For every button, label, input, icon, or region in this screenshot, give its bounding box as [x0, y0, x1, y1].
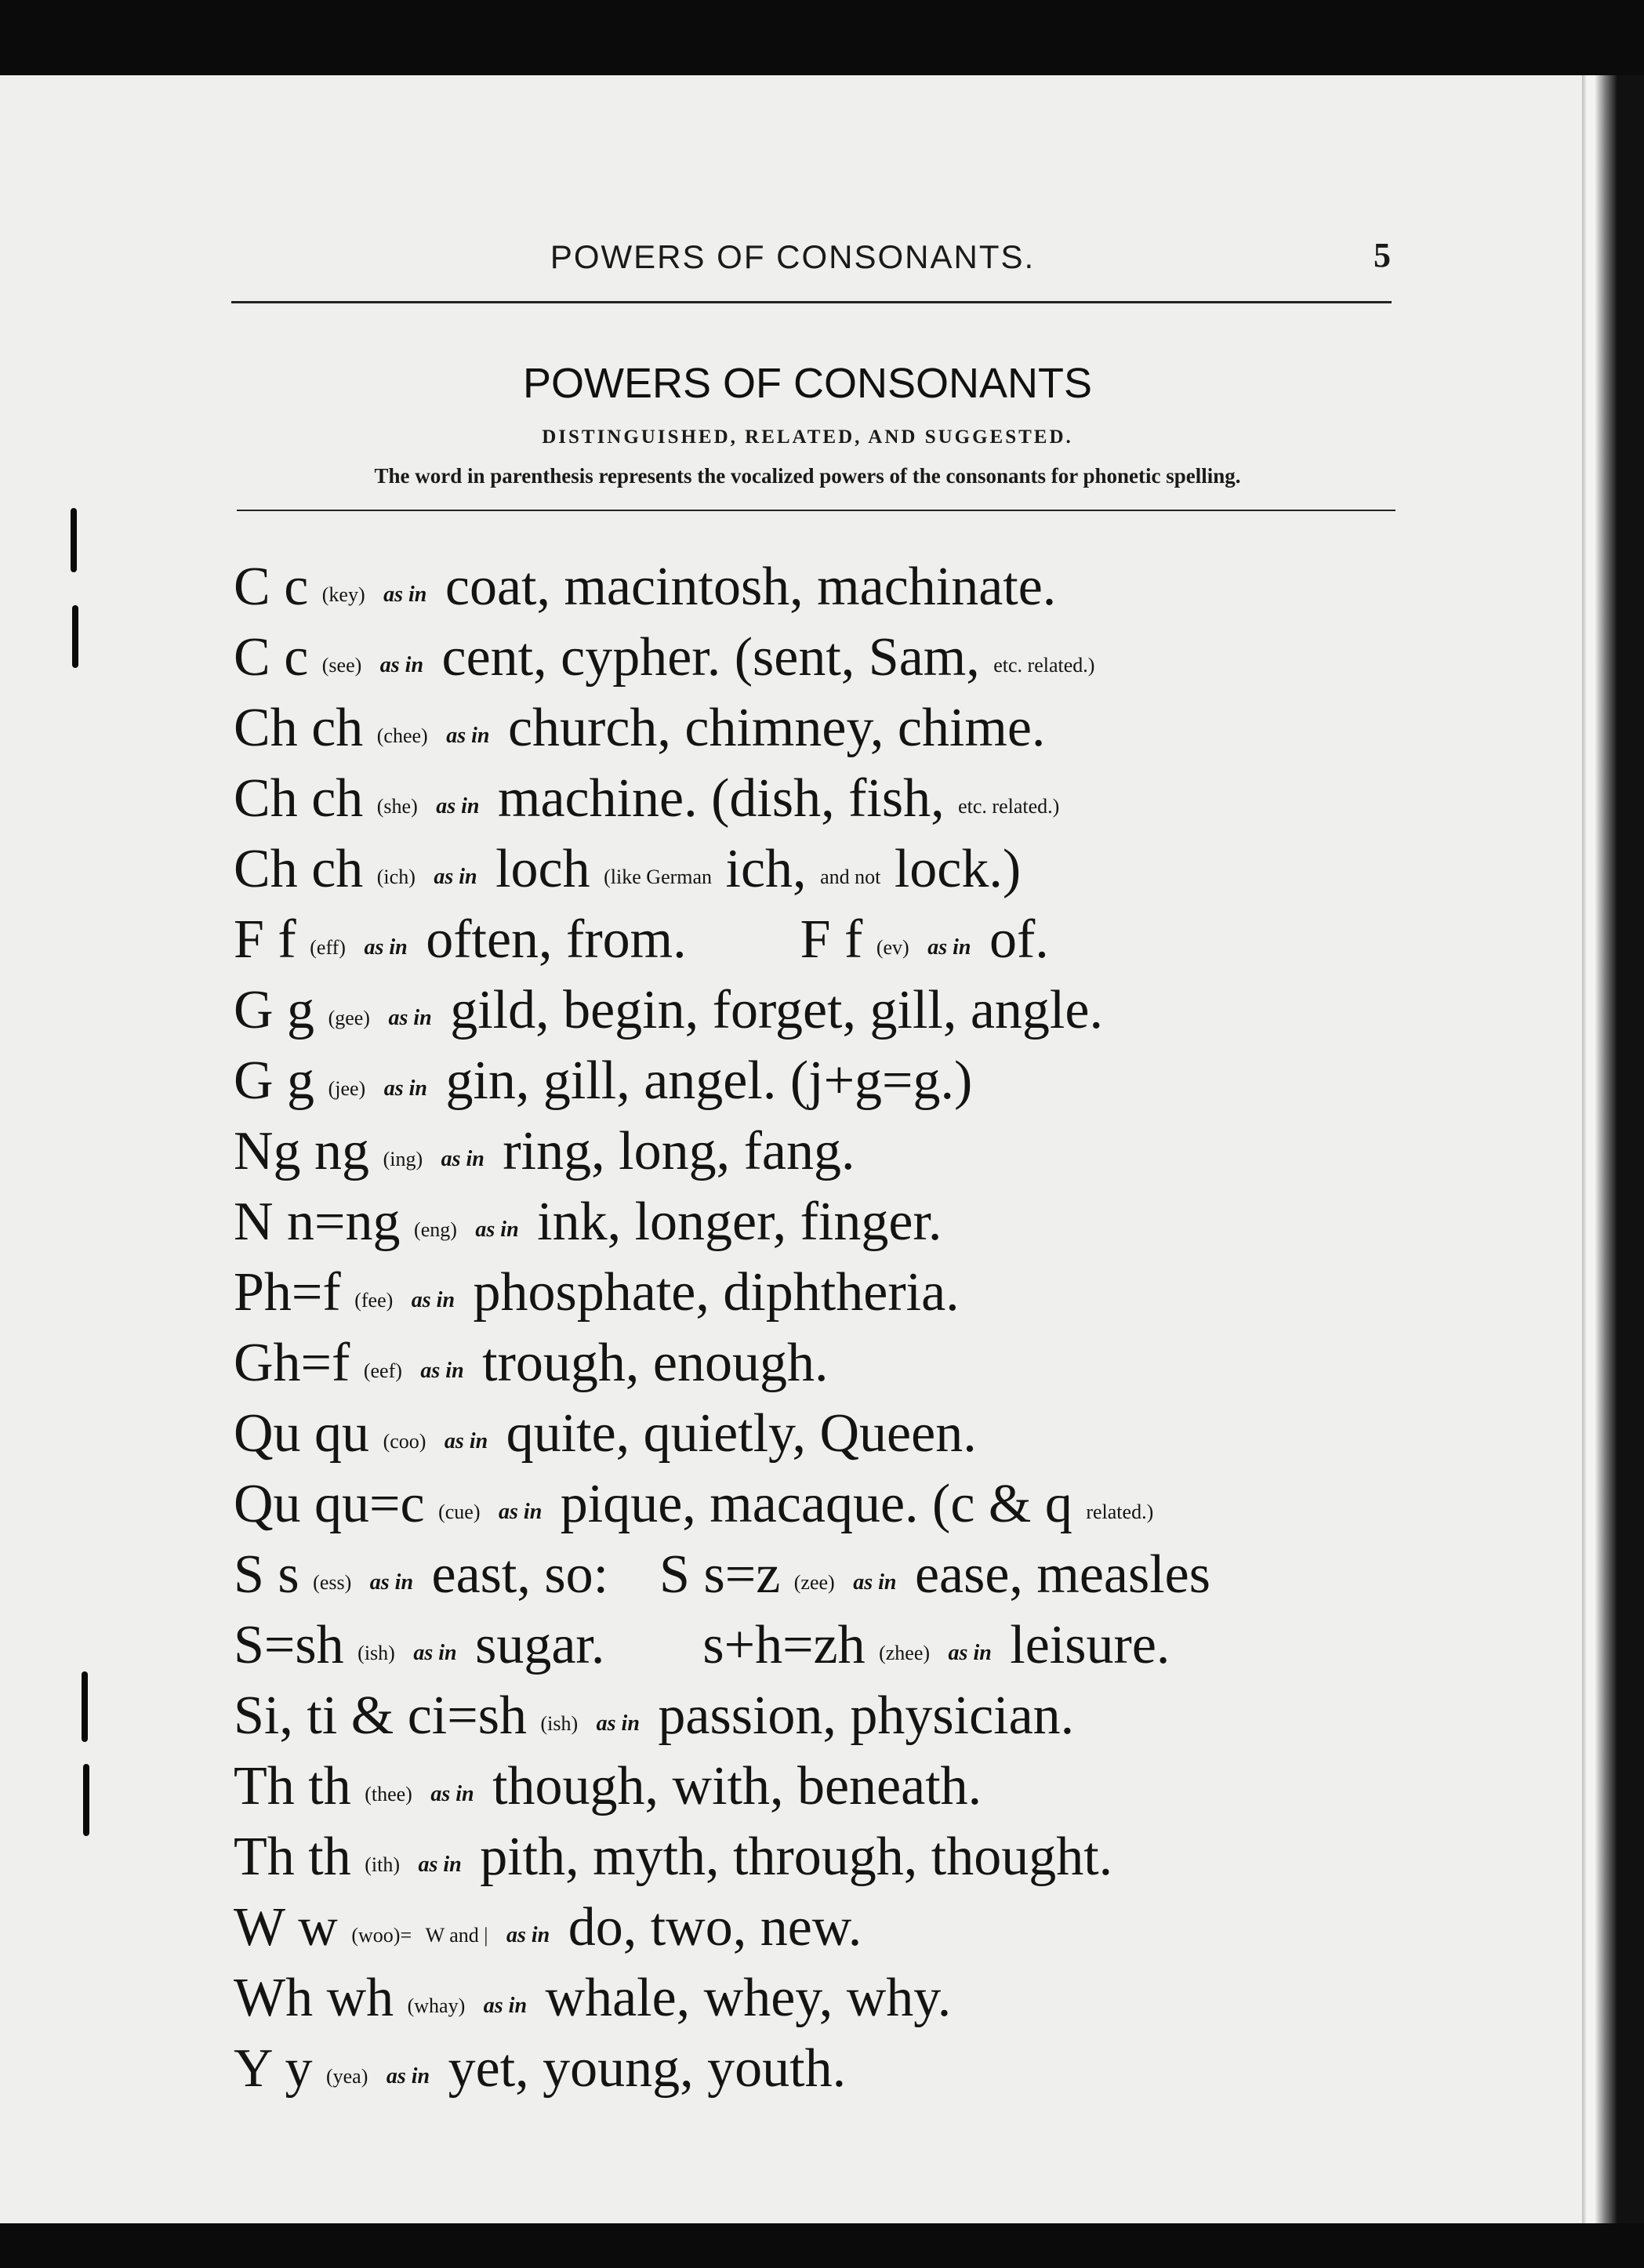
consonant-row [234, 975, 1103, 1046]
example-words: coat, macintosh, machinate. [445, 557, 1057, 617]
consonant-letters: W w [234, 1897, 338, 1958]
consonant-row [234, 1399, 977, 1469]
consonant-letters: S s [234, 1544, 299, 1605]
as-in-label: as in [413, 1641, 457, 1665]
consonant-row [234, 1540, 1210, 1610]
as-in-label: as in [364, 935, 408, 960]
related-note: etc. related.) [958, 795, 1060, 818]
consonant-letters: Th th [234, 1756, 351, 1816]
running-head: POWERS OF CONSONANTS. [550, 238, 1036, 275]
as-in-label: as in [853, 1570, 897, 1595]
consonant-row [234, 1469, 1153, 1540]
example-words: quite, quietly, Queen. [506, 1403, 977, 1464]
sound-word: (zhee) [879, 1642, 931, 1664]
consonant-letters: Wh wh [234, 1968, 394, 2028]
example-words: lock.) [894, 839, 1022, 899]
consonant-letters: C c [234, 627, 309, 688]
consonant-row [234, 834, 1021, 905]
sound-word: (ev) [876, 936, 909, 959]
sound-word: (she) [376, 795, 418, 818]
example-words: cent, cypher. (sent, Sam, [441, 627, 980, 688]
example-words: often, from. [426, 909, 687, 970]
consonant-letters: Ch ch [234, 768, 364, 829]
as-in-label: as in [506, 1923, 550, 1947]
sound-word: (ish) [540, 1712, 579, 1735]
consonant-row [234, 552, 1056, 622]
sound-word: (ing) [383, 1148, 423, 1170]
as-in-label: as in [475, 1217, 519, 1242]
consonant-row [234, 693, 1045, 764]
sound-word: (zee) [793, 1571, 835, 1594]
sound-word: (eng) [414, 1218, 457, 1241]
consonant-letters: Qu qu [234, 1403, 370, 1464]
sound-word: (ess) [313, 1571, 352, 1594]
example-words: of. [989, 909, 1049, 970]
as-in-label: as in [379, 653, 424, 677]
sound-word: (yea) [325, 2065, 368, 2088]
consonant-row [234, 2034, 846, 2104]
example-words: trough, enough. [482, 1333, 829, 1393]
as-in-label: as in [444, 1429, 488, 1453]
sound-word: (ith) [365, 1853, 400, 1876]
consonant-letters: G g [234, 1051, 315, 1111]
sound-word: (cue) [438, 1501, 481, 1523]
explanatory-note: The word in parenthesis represents the vocalized powers of the consonants for phonetic spelling. [374, 464, 1241, 488]
sound-word: (see) [321, 654, 362, 677]
example-words: though, with, beneath. [492, 1756, 982, 1816]
as-in-label: as in [369, 1570, 414, 1595]
as-in-label: as in [420, 1359, 464, 1383]
example-words: pith, myth, through, thought. [480, 1827, 1113, 1887]
page-number: 5 [1374, 236, 1391, 274]
consonant-letters: Th th [234, 1827, 351, 1887]
consonant-letters: Y y [234, 2038, 313, 2099]
consonant-row [234, 1257, 960, 1328]
page-title: POWERS OF CONSONANTS [522, 360, 1093, 407]
consonant-row [234, 1822, 1112, 1892]
example-words: church, chimney, chime. [507, 698, 1046, 758]
example-words: phosphate, diphtheria. [473, 1262, 960, 1323]
related-note: etc. related.) [993, 654, 1095, 677]
consonant-row [234, 1963, 951, 2034]
example-words: gild, begin, forget, gill, angle. [450, 980, 1103, 1040]
consonant-row [234, 905, 1049, 975]
consonant-letters: Ch ch [234, 698, 364, 758]
example-words: whale, whey, why. [545, 1968, 952, 2028]
as-in-label: as in [383, 1076, 427, 1101]
as-in-label: as in [386, 2064, 430, 2088]
header-rule [231, 301, 1392, 303]
consonant-letters: Gh=f [234, 1333, 350, 1393]
example-words: do, two, new. [568, 1897, 862, 1958]
example-words: pique, macaque. (c & q [560, 1474, 1072, 1534]
as-in-label: as in [388, 1006, 432, 1030]
consonant-row [234, 1892, 862, 1963]
example-words: sugar. [475, 1615, 605, 1675]
consonant-row [234, 764, 1059, 834]
as-in-label: as in [441, 1147, 484, 1171]
as-in-label: as in [499, 1500, 543, 1524]
as-in-label: as in [483, 1994, 528, 2018]
consonant-row [234, 1046, 972, 1116]
consonant-letters: S=sh [234, 1615, 344, 1675]
consonant-row [234, 1187, 942, 1257]
as-in-label: as in [430, 1782, 474, 1806]
consonant-row [234, 1328, 828, 1399]
sound-word: (woo)= [351, 1924, 412, 1947]
consonant-row [234, 1751, 982, 1822]
sound-word: (jee) [328, 1077, 366, 1100]
consonant-letters: C c [234, 557, 309, 617]
margin-mark [71, 508, 77, 572]
comparison-note: (like German [604, 865, 713, 888]
consonant-letters: Ph=f [234, 1262, 341, 1323]
example-words: loch [495, 839, 590, 899]
related-note: related.) [1086, 1501, 1154, 1523]
margin-mark [72, 605, 78, 668]
as-in-label: as in [927, 935, 971, 960]
example-words: ease, measles [914, 1544, 1210, 1605]
consonant-letters: N n=ng [234, 1192, 401, 1252]
related-letters: W and | [425, 1924, 488, 1947]
sound-word: (eff) [310, 936, 346, 959]
example-words: machine. (dish, fish, [498, 768, 945, 829]
sound-word: (fee) [354, 1289, 394, 1312]
sound-word: (gee) [328, 1007, 370, 1029]
consonant-row [234, 622, 1094, 693]
consonant-row [234, 1610, 1170, 1681]
as-in-label: as in [418, 1853, 462, 1877]
as-in-label: as in [436, 794, 480, 818]
sound-word: (whay) [407, 1994, 466, 2017]
example-words: ich, [725, 839, 807, 899]
as-in-label: as in [434, 865, 477, 889]
example-words: east, so: [431, 1544, 609, 1605]
sound-word: (coo) [383, 1430, 426, 1453]
sound-word: (chee) [376, 724, 428, 747]
consonant-letters: G g [234, 980, 315, 1040]
as-in-label: as in [383, 582, 427, 607]
consonant-letters: Ch ch [234, 839, 364, 899]
example-words: gin, gill, angel. (j+g=g.) [445, 1051, 973, 1111]
consonant-row [234, 1116, 855, 1187]
consonant-letters: Si, ti & ci=sh [234, 1686, 527, 1746]
as-in-label: as in [446, 724, 490, 748]
comparison-note: and not [820, 865, 881, 888]
example-words: ink, longer, finger. [537, 1192, 942, 1252]
sound-word: (ish) [357, 1642, 395, 1664]
example-words: leisure. [1010, 1615, 1170, 1675]
consonant-letters: F f [234, 909, 296, 970]
consonant-letters: Ng ng [234, 1121, 370, 1181]
sound-word: (eef) [363, 1359, 402, 1382]
consonant-letters: F f [800, 909, 863, 970]
page-subtitle: DISTINGUISHED, RELATED, AND SUGGESTED. [542, 426, 1073, 448]
consonant-row [234, 1681, 1074, 1751]
example-words: ring, long, fang. [503, 1121, 855, 1181]
consonant-letters: Qu qu=c [234, 1474, 425, 1534]
as-in-label: as in [596, 1711, 640, 1736]
as-in-label: as in [948, 1641, 992, 1665]
example-words: passion, physician. [658, 1686, 1075, 1746]
title-rule [237, 510, 1395, 511]
consonant-letters: s+h=zh [702, 1615, 866, 1675]
consonant-letters: S s=z [659, 1544, 781, 1605]
margin-mark [82, 1671, 88, 1742]
sound-word: (key) [321, 583, 365, 606]
example-words: yet, young, youth. [448, 2038, 847, 2099]
margin-mark [83, 1764, 89, 1836]
sound-word: (thee) [365, 1783, 412, 1805]
as-in-label: as in [411, 1288, 455, 1312]
sound-word: (ich) [376, 865, 416, 888]
